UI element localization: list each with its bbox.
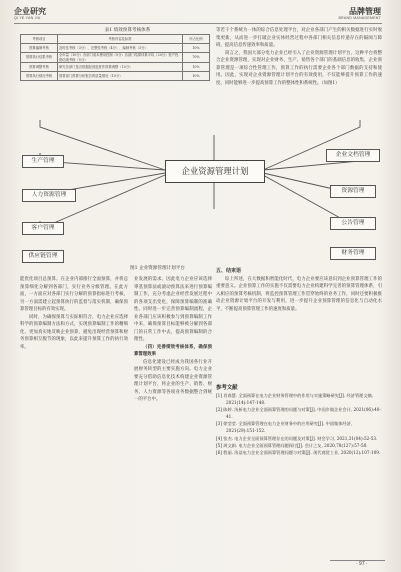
table-cell: 研究各部门是否根据经营进度作预算调整（10分） bbox=[58, 62, 183, 71]
diagram-node-finance: 财务管理 bbox=[330, 247, 376, 260]
diagram-center-node: 企业资源管理计划 bbox=[165, 160, 265, 183]
references-heading: 参考文献 bbox=[216, 385, 238, 391]
table-row bbox=[21, 53, 210, 62]
paragraph: 简言之，我国大部分电力企业已经引入了企业资源管理计划平台，这种平台将整合企业资源管理，实现对企业财务、生产、销售各个部门的基础信息的收集，企业预算管理是一项综合性管理工作，预算工作的执行需要企业各个部门数据的支持和使用。因此，实现对企业资源管理计划平台的有效使用，不仅能够提升预算工作的速度，同时能够进一步提高预算工作的整体性和系统性。（如图1） bbox=[216, 50, 382, 86]
reference-item: [2] 陈婷. 浅析电力企业全面预算管理的问题与对策[J]. 中国乡镇企业会计, 2021(06):40-41. bbox=[216, 407, 381, 420]
reference-item: [1] 肖春慧. 全面预算在电力企业财务管理中的作用与实施策略研究[J]. 经济管理文摘, 2021(14):147-148. bbox=[216, 393, 374, 406]
table-cell: 70% bbox=[183, 53, 210, 62]
reference-item: [5] 周文娟. 电力企业全面预算管理问题探讨[J]. 会计之友, 2020,78(127):57-58. bbox=[216, 442, 368, 448]
reference-list bbox=[216, 392, 382, 456]
section-heading: 五、结束语 bbox=[216, 268, 242, 274]
header-rule bbox=[14, 23, 382, 24]
diagram-caption: 图1 企业资源管理计划平台 bbox=[130, 266, 185, 271]
diagram-node-customer: 客户管理 bbox=[22, 222, 64, 235]
reference-item: [6] 程丽. 浅谈电力企业全面预算管理问题与对策[J]. 现代商贸工业, 2020(12):107-109. bbox=[216, 449, 381, 455]
table-caption: 表1 绩效预算考核体系 bbox=[104, 28, 151, 33]
table-row bbox=[21, 62, 210, 71]
bottom-left-column bbox=[20, 276, 128, 351]
table-cell: 预算执行结果考核 bbox=[21, 53, 58, 62]
diagram-node-document: 企业文档管理 bbox=[326, 149, 380, 162]
conclusion-section bbox=[216, 268, 382, 313]
paragraph: 信息化建设已经成为我国各行业开展财务转型的主要实施方向。电力企业要充分借助信息化技术构建企业资源管理计划平台，将企业的生产、销售、财务、人力资源等各项业务数据整合到统一的平台中。 bbox=[134, 359, 212, 402]
paragraph: 能优化项目总预算。在企业内部推行全面预算，并将总预算细化分解到各部门，实行业务分级管理。在此方面，一方面应对各部门实行分解的预算指标进行考核，另一方面需建立起预算执行的监督与落实机制，确保预算管理目标的有效实现。 bbox=[20, 277, 128, 312]
table-header-row bbox=[21, 35, 210, 44]
table-cell: 10% bbox=[183, 62, 210, 71]
table-cell: 全年量（10分）各部门成本费用控制（5分）各部门结算体系平均（20分）资产投资结果考核（5分） bbox=[58, 53, 183, 62]
column-subtitle: BRAND MANAGEMENT bbox=[338, 16, 381, 20]
diagram-node-announcement: 公告管理 bbox=[330, 217, 376, 230]
journal-subtitle: QI YE YAN JIU bbox=[14, 16, 41, 20]
paragraph: 综上所述，在大数据和智能化时代，电力企业要应该意识到企业预算管理工作的重要意义。企业预算工作的实施不仅需要电力企业构建科学完善的预算管理体系，引入相应的预算考核机制，将监控预算管理工作贯穿始终的业务工作，同时还要积极推动企业资源计划平台的开发与利用，进一步提升企业预算管理的信息化与自动化水平，不断提高预算管理工作的速度和质量。 bbox=[216, 276, 382, 312]
table-header-cell: 所占比例 bbox=[183, 35, 210, 44]
paragraph: 业发展的需求。因此电力企业应该选择零基预算法或滚动预算法来进行预算编制工作，充分考虑企业经营发展过程中的各项支出变化，保障预算编制的准确性。同时进一步完善预算编制流程，企业各部门应该积极参与到预算编制工作中来，确保预算目标能够被分解到各部门的日常工作中去，提高预算编制的合理性。 bbox=[134, 277, 212, 342]
table-cell: 10% bbox=[183, 44, 210, 53]
table-header-cell: 考核项目 bbox=[21, 35, 58, 44]
references bbox=[216, 384, 382, 456]
page-number: · 97 · bbox=[356, 561, 368, 567]
reference-item: [4] 张杰. 电力企业全面预算管理存在的问题及对策[J]. 财会学习, 2021,31(04):52-53. bbox=[216, 435, 378, 441]
table-cell: 预算调整考核 bbox=[21, 62, 58, 71]
subsection-heading: （四）完善绩效考核体系，确保预算管理效果 bbox=[134, 344, 212, 357]
table-cell: 预算编制考核 bbox=[21, 44, 58, 53]
paragraph: 等若干个系统为一体的综合信息处理平台，对企业各部门产生的相关数据进行实时收集更新，从而进一步打破企业实体经营过程中各部门相关信息传递存在的隔阂与障碍，提高信息传递效率和质量。 bbox=[216, 28, 382, 48]
table-cell: 预算执行情况考核 bbox=[21, 71, 58, 80]
diagram-connectors bbox=[20, 113, 380, 263]
bottom-middle-column bbox=[134, 276, 212, 404]
diagram-node-supply-chain: 供应链管理 bbox=[22, 250, 64, 263]
column-title: 品牌管理 bbox=[349, 7, 381, 16]
diagram-node-hr: 人力资源管理 bbox=[22, 189, 76, 202]
table-cell: 及时性考核（3分）、完整性考核（4分）、编制考核（3分） bbox=[58, 44, 183, 53]
table-cell: 10% bbox=[183, 71, 210, 80]
erp-platform-diagram bbox=[20, 113, 380, 263]
table-header-cell: 考核内容及标准 bbox=[58, 35, 183, 44]
diagram-node-production: 生产管理 bbox=[22, 155, 64, 168]
table-cell: 预算部门预算分析报告的质量情况（10分） bbox=[58, 71, 183, 80]
table-row bbox=[21, 71, 210, 80]
performance-table bbox=[20, 34, 210, 81]
paragraph: 同时，为确保预算与实际相符合，电力企业应选择科学的预算编制方法和方式，实现预算编制工作的精细化，更加真实地反映企业预算，避免出现经营预算和财务预算相互脱节的现象，以此来提升预算工作的执行效率。 bbox=[20, 314, 128, 350]
journal-title: 企业研究 bbox=[14, 6, 46, 16]
table-row bbox=[21, 44, 210, 53]
diagram-node-resource: 资源管理 bbox=[330, 185, 376, 198]
reference-item: [3] 徐莹莹. 全面预算管理在电力企业财务中的应用研究[J]. 中国集体经济, 2021(29):151-152. bbox=[216, 421, 353, 434]
top-right-column bbox=[216, 27, 382, 87]
